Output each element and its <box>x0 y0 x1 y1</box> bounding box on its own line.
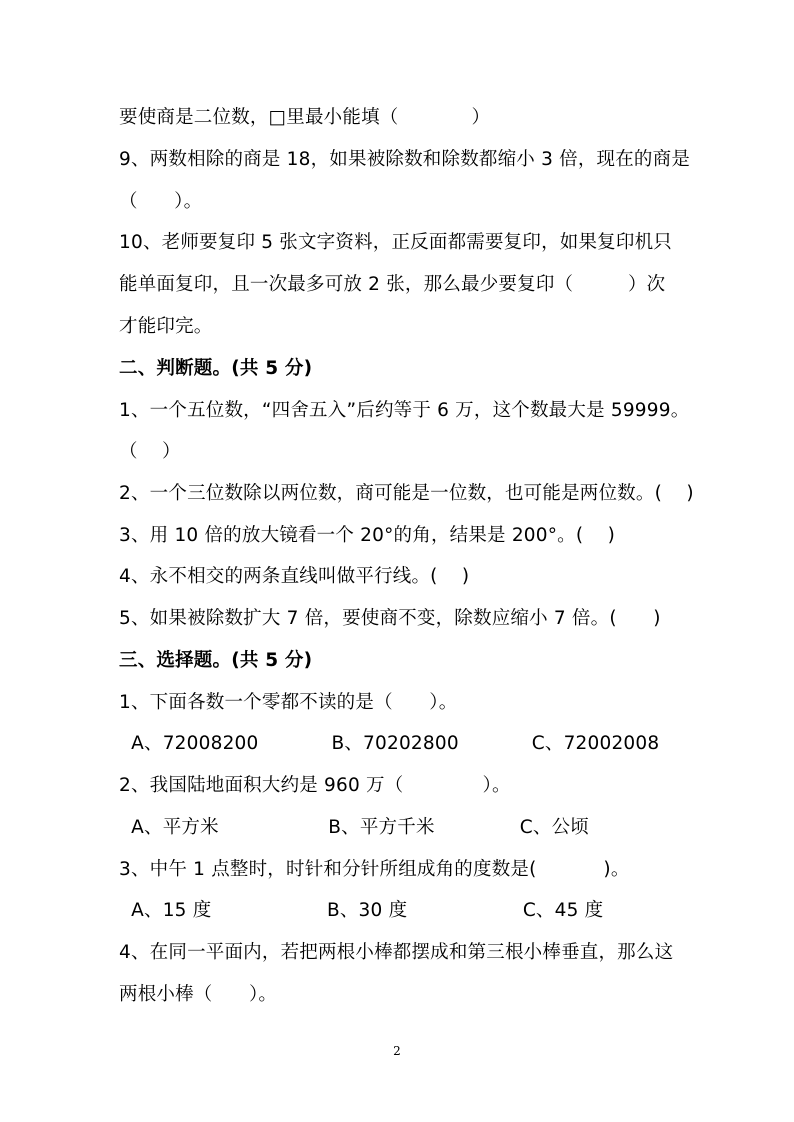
judgment-4: 4、永不相交的两条直线叫做平行线。( ) <box>119 566 470 587</box>
judgment-2: 2、一个三位数除以两位数，商可能是一位数，也可能是两位数。( ) <box>119 483 694 504</box>
judgment-3: 3、用 10 倍的放大镜看一个 20°的角，结果是 200°。( ) <box>119 525 616 546</box>
page-number: 2 <box>393 1044 401 1058</box>
choice-3: 3、中午 1 点整时，时针和分针所组成角的度数是( )。 <box>119 859 630 880</box>
question-10-line-3: 才能印完。 <box>119 316 213 337</box>
section-heading-choice: 三、选择题。(共 5 分) <box>119 650 313 671</box>
question-8-continuation: 要使商是二位数，□里最小能填（ ） <box>119 107 491 128</box>
judgment-5: 5、如果被除数扩大 7 倍，要使商不变，除数应缩小 7 倍。( ) <box>119 608 661 629</box>
question-10: 10、老师要复印 5 张文字资料，正反面都需要复印，如果复印机只 <box>119 232 672 253</box>
question-9-blank: （ ）。 <box>119 191 203 212</box>
choice-2-options: A、平方米 B、平方千米 C、公顷 <box>119 817 590 838</box>
question-10-line-2: 能单面复印，且一次最多可放 2 张，那么最少要复印（ ）次 <box>119 274 666 295</box>
choice-4-line-2: 两根小棒（ ）。 <box>119 984 278 1005</box>
section-heading-judgment: 二、判断题。(共 5 分) <box>119 358 313 379</box>
choice-1-options: A、72008200 B、70202800 C、72002008 <box>119 733 660 754</box>
question-9: 9、两数相除的商是 18，如果被除数和除数都缩小 3 倍，现在的商是 <box>119 149 691 170</box>
choice-3-options: A、15 度 B、30 度 C、45 度 <box>119 900 604 921</box>
judgment-1: 1、一个五位数，“四舍五入”后约等于 6 万，这个数最大是 59999。 <box>119 400 690 421</box>
choice-2: 2、我国陆地面积大约是 960 万（ ）。 <box>119 775 511 796</box>
choice-4: 4、在同一平面内，若把两根小棒都摆成和第三根小棒垂直，那么这 <box>119 942 674 963</box>
judgment-1-blank: （ ） <box>119 441 181 462</box>
choice-1: 1、下面各数一个零都不读的是（ ）。 <box>119 692 458 713</box>
